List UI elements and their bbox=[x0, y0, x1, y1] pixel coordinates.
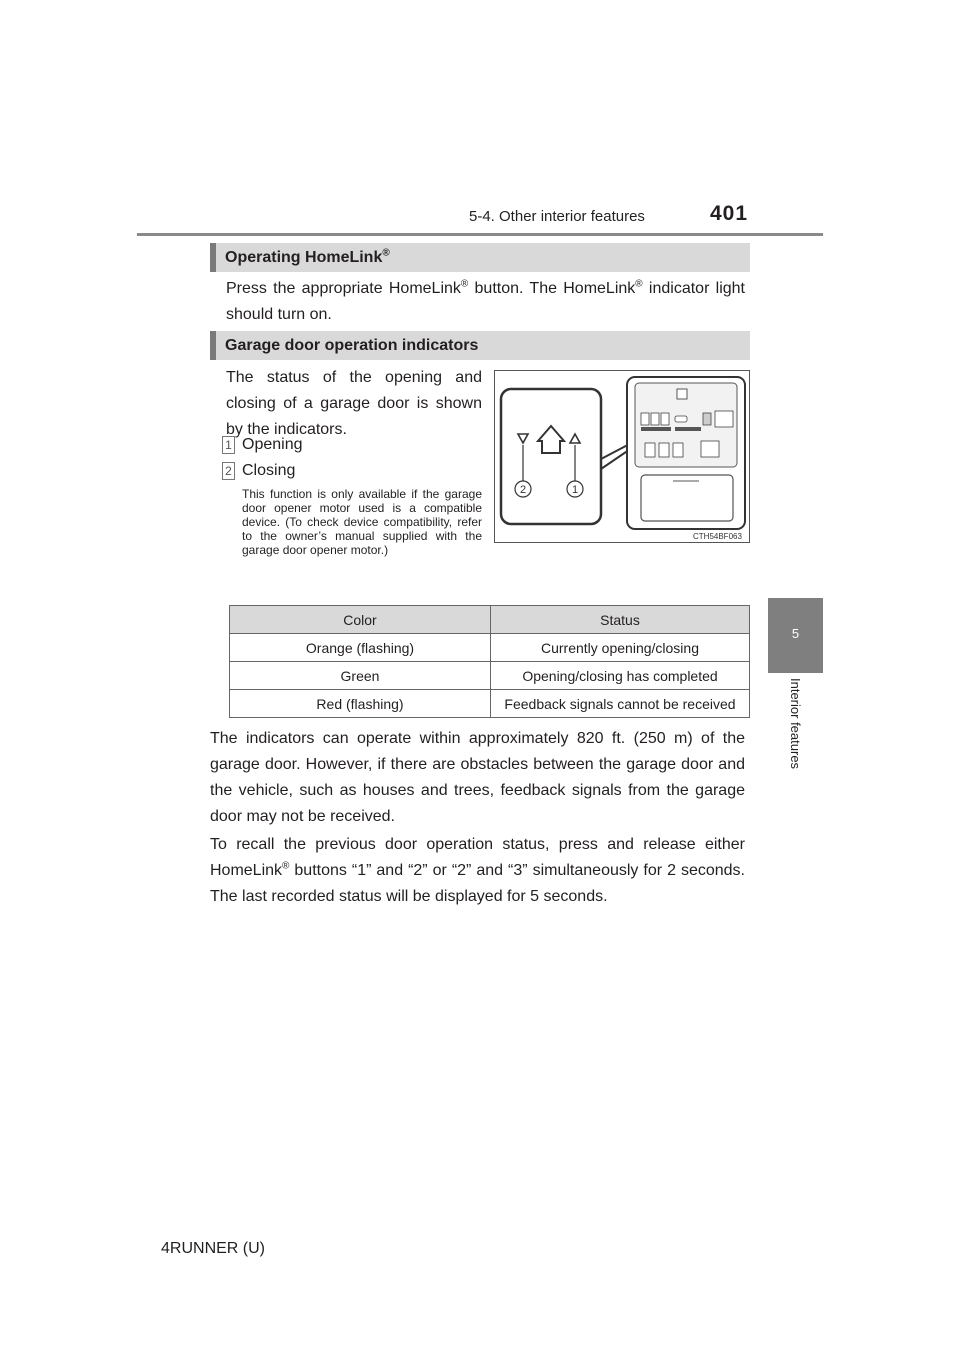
item-closing: Closing bbox=[242, 462, 296, 479]
table-row bbox=[230, 690, 750, 718]
table-row bbox=[230, 662, 750, 690]
callout-label-1: 1 bbox=[571, 484, 579, 496]
cell-color: Orange (flashing) bbox=[230, 634, 491, 662]
page-number: 401 bbox=[710, 202, 749, 225]
cell-status: Currently opening/closing bbox=[491, 634, 750, 662]
column-header-color: Color bbox=[230, 606, 491, 634]
section-title: Operating HomeLink bbox=[225, 249, 383, 266]
cell-color: Red (flashing) bbox=[230, 690, 491, 718]
column-header-status: Status bbox=[491, 606, 750, 634]
cell-status: Feedback signals cannot be received bbox=[491, 690, 750, 718]
callout-label-2: 2 bbox=[519, 484, 527, 496]
figure-code: CTH54BF063 bbox=[693, 532, 742, 541]
registered-mark: ® bbox=[382, 247, 390, 259]
header-rule bbox=[137, 233, 823, 236]
cell-color: Green bbox=[230, 662, 491, 690]
overhead-console-figure bbox=[494, 370, 750, 543]
item-opening: Opening bbox=[242, 436, 303, 453]
section-operating-homelink bbox=[210, 243, 750, 272]
section-garage-door-indicators bbox=[210, 331, 750, 360]
indicators-intro: The status of the opening and closing of a garage door is shown by the indicators. bbox=[226, 369, 482, 438]
chapter-tab bbox=[768, 598, 823, 673]
table-row bbox=[230, 634, 750, 662]
item-number-2: 2 bbox=[222, 462, 235, 480]
sunglass-holder bbox=[641, 475, 733, 521]
header-section-title: 5-4. Other interior features bbox=[469, 208, 645, 225]
chapter-title: Interior features bbox=[788, 678, 803, 770]
indicator-status-table bbox=[229, 605, 750, 718]
chapter-number: 5 bbox=[791, 626, 800, 641]
callout-box bbox=[501, 389, 601, 524]
item-number-1: 1 bbox=[222, 436, 235, 454]
vehicle-model: 4RUNNER (U) bbox=[161, 1240, 265, 1257]
section-title: Garage door operation indicators bbox=[225, 337, 479, 354]
range-paragraph: The indicators can operate within approximately 820 ft. (250 m) of the garage door. However, if there are obstacles between the garage door and the vehicle, such as houses and trees, feedback signals from the garage door may not be received. bbox=[210, 730, 745, 825]
console-illustration bbox=[495, 371, 750, 543]
recall-paragraph: To recall the previous door operation status, press and release either HomeLink® buttons “1” and “2” or “2” and “3” simultaneously for 2 seconds. The last recorded status will be displayed for 5 seconds. bbox=[210, 836, 745, 905]
cell-status: Opening/closing has completed bbox=[491, 662, 750, 690]
compatibility-note: This function is only available if the garage door opener motor used is a compatible device. (To check device compatibility, refer to the owner’s manual supplied with the garage door opener motor.) bbox=[242, 487, 482, 557]
operating-paragraph: Press the appropriate HomeLink® button. The HomeLink® indicator light should turn on. bbox=[226, 278, 745, 323]
